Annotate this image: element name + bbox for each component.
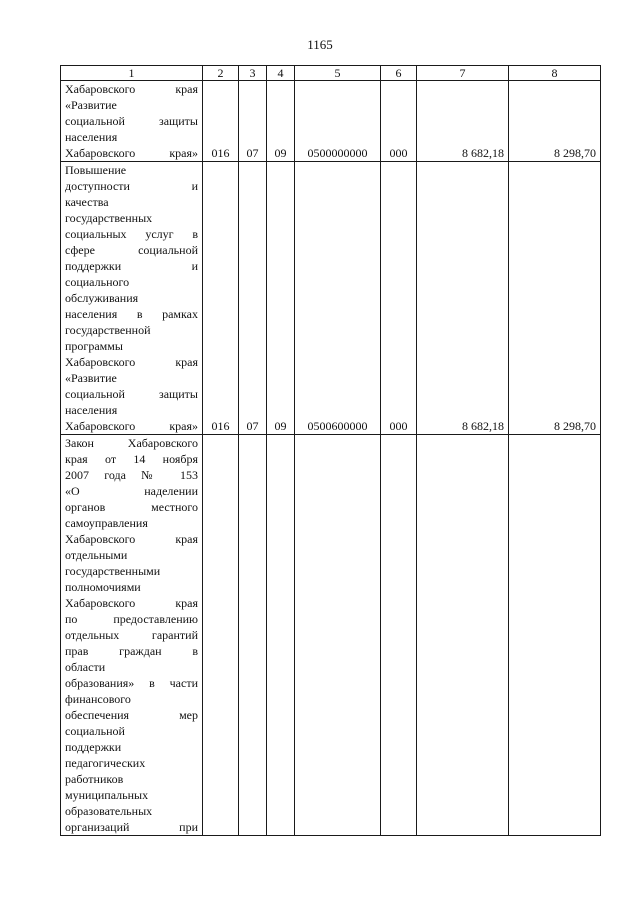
- item-name-line: обеспечения мер: [65, 708, 198, 722]
- item-name-line: доступности и: [65, 179, 198, 193]
- item-name-line: прав граждан в: [65, 644, 198, 658]
- item-name-line: поддержки: [65, 740, 122, 754]
- section-code: 07: [239, 162, 267, 435]
- item-name-cell: [61, 81, 203, 162]
- item-name-line: отдельными: [65, 548, 128, 562]
- amount-col-7: 8 682,18: [417, 162, 509, 435]
- amount-col-8: [509, 435, 601, 836]
- table-row: [61, 162, 601, 435]
- item-name-line: образовательных: [65, 804, 153, 818]
- subsection-code: 09: [267, 81, 295, 162]
- amount-col-7: [417, 435, 509, 836]
- item-name-line: области: [65, 660, 106, 674]
- item-name-line: работников: [65, 772, 124, 786]
- section-code: [239, 435, 267, 836]
- item-name-line: Хабаровского края»: [65, 419, 198, 433]
- column-header: 1: [61, 66, 203, 81]
- item-name-line: Повышение: [65, 163, 127, 177]
- subsection-code: 09: [267, 162, 295, 435]
- item-name-line: Хабаровского края: [65, 596, 198, 610]
- item-name-line: качества: [65, 195, 109, 209]
- item-name-line: организаций при: [65, 820, 198, 834]
- column-header: 4: [267, 66, 295, 81]
- column-header: 3: [239, 66, 267, 81]
- item-name-line: социальной защиты: [65, 387, 198, 401]
- item-name-line: «Развитие: [65, 98, 117, 112]
- target-article-code: 0500600000: [295, 162, 381, 435]
- item-name-line: отдельных гарантий: [65, 628, 198, 642]
- budget-table: [60, 65, 601, 836]
- amount-col-8: 8 298,70: [509, 81, 601, 162]
- expense-type-code: 000: [381, 162, 417, 435]
- item-name-cell: [61, 162, 203, 435]
- grbs-code: 016: [203, 81, 239, 162]
- expense-type-code: 000: [381, 81, 417, 162]
- item-name-line: государственной: [65, 323, 151, 337]
- item-name-line: органов местного: [65, 500, 198, 514]
- section-code: 07: [239, 81, 267, 162]
- grbs-code: [203, 435, 239, 836]
- item-name-line: Закон Хабаровского: [65, 436, 198, 450]
- item-name-line: государственными: [65, 564, 161, 578]
- item-name-line: полномочиями: [65, 580, 141, 594]
- item-name-line: образования» в части: [65, 676, 198, 690]
- expense-type-code: [381, 435, 417, 836]
- item-name-line: «О наделении: [65, 484, 198, 498]
- table-row: [61, 435, 601, 836]
- item-name-line: социальных услуг в: [65, 227, 198, 241]
- item-name-line: муниципальных: [65, 788, 149, 802]
- item-name-line: 2007 года № 153: [65, 468, 198, 482]
- table-row: [61, 81, 601, 162]
- item-name-line: края от 14 ноября: [65, 452, 198, 466]
- item-name-line: Хабаровского края: [65, 82, 198, 96]
- item-name-line: социального: [65, 275, 130, 289]
- item-name-line: государственных: [65, 211, 153, 225]
- item-name-cell: [61, 435, 203, 836]
- item-name-line: финансового: [65, 692, 131, 706]
- page-number: 1165: [307, 37, 333, 52]
- item-name-line: по предоставлению: [65, 612, 198, 626]
- column-header: 7: [417, 66, 509, 81]
- item-name-line: населения: [65, 403, 118, 417]
- item-name-line: сфере социальной: [65, 243, 198, 257]
- amount-col-7: 8 682,18: [417, 81, 509, 162]
- amount-col-8: 8 298,70: [509, 162, 601, 435]
- item-name-line: Хабаровского края»: [65, 146, 198, 160]
- column-header: 8: [509, 66, 601, 81]
- grbs-code: 016: [203, 162, 239, 435]
- subsection-code: [267, 435, 295, 836]
- column-header: 2: [203, 66, 239, 81]
- item-name-line: программы: [65, 339, 123, 353]
- item-name-line: населения в рамках: [65, 307, 198, 321]
- item-name-line: поддержки и: [65, 259, 198, 273]
- item-name-line: «Развитие: [65, 371, 117, 385]
- item-name-line: педагогических: [65, 756, 146, 770]
- column-number-row: [61, 66, 601, 81]
- target-article-code: 0500000000: [295, 81, 381, 162]
- item-name-line: социальной: [65, 724, 125, 738]
- column-header: 6: [381, 66, 417, 81]
- item-name-line: самоуправления: [65, 516, 148, 530]
- item-name-line: обслуживания: [65, 291, 139, 305]
- item-name-line: Хабаровского края: [65, 355, 198, 369]
- item-name-line: социальной защиты: [65, 114, 198, 128]
- item-name-line: Хабаровского края: [65, 532, 198, 546]
- target-article-code: [295, 435, 381, 836]
- column-header: 5: [295, 66, 381, 81]
- item-name-line: населения: [65, 130, 118, 144]
